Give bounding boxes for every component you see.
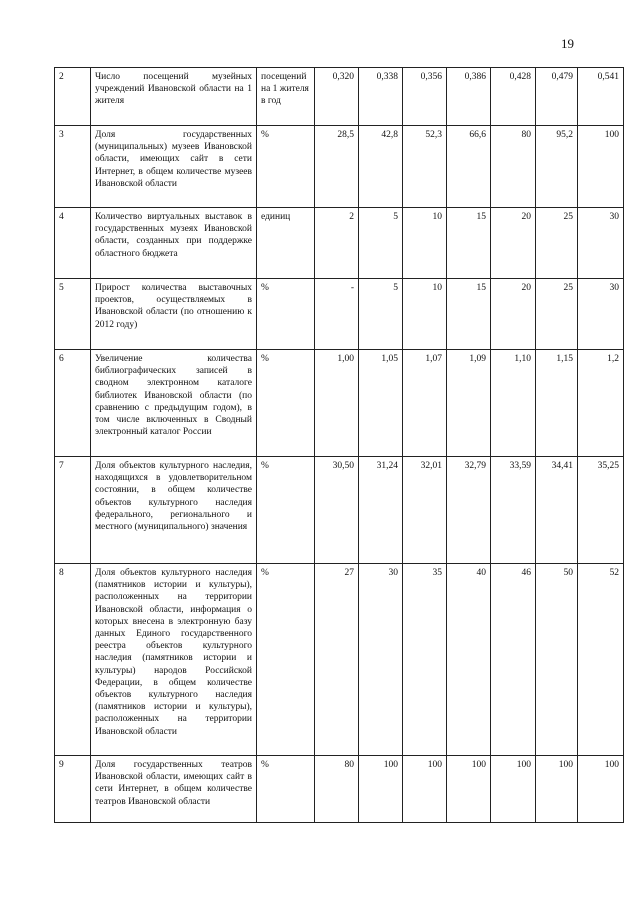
value-cell: 30: [578, 208, 624, 279]
value-cell: 42,8: [359, 126, 403, 208]
value-cell: 0,428: [491, 68, 536, 126]
row-number-cell: 4: [55, 208, 91, 279]
page-number: 19: [561, 36, 574, 51]
value-cell: 27: [315, 564, 359, 756]
value-cell: 20: [491, 208, 536, 279]
value-cell: 28,5: [315, 126, 359, 208]
value-cell: 100: [403, 756, 447, 823]
table-row: [55, 564, 624, 756]
value-cell: -: [315, 279, 359, 350]
row-number-cell: 9: [55, 756, 91, 823]
value-cell: 100: [536, 756, 578, 823]
value-cell: 52,3: [403, 126, 447, 208]
value-cell: 0,541: [578, 68, 624, 126]
indicator-name-cell: Доля государственных (муниципальных) музеев Ивановской области, имеющих сайт в сети Интернет, в общем количестве музеев Ивановской области: [91, 126, 257, 208]
value-cell: 30: [578, 279, 624, 350]
value-cell: 1,10: [491, 350, 536, 457]
value-cell: 80: [491, 126, 536, 208]
value-cell: 5: [359, 208, 403, 279]
indicator-name-cell: Прирост количества выставочных проектов, осуществляемых в Ивановской области (по отношению к 2012 году): [91, 279, 257, 350]
value-cell: 100: [578, 126, 624, 208]
value-cell: 1,2: [578, 350, 624, 457]
value-cell: 50: [536, 564, 578, 756]
value-cell: 30: [359, 564, 403, 756]
value-cell: 35,25: [578, 457, 624, 564]
value-cell: 15: [447, 208, 491, 279]
value-cell: 2: [315, 208, 359, 279]
value-cell: 10: [403, 279, 447, 350]
value-cell: 100: [447, 756, 491, 823]
value-cell: 33,59: [491, 457, 536, 564]
table-row: [55, 126, 624, 208]
value-cell: 0,320: [315, 68, 359, 126]
value-cell: 32,01: [403, 457, 447, 564]
value-cell: 46: [491, 564, 536, 756]
value-cell: 52: [578, 564, 624, 756]
unit-cell: %: [257, 756, 315, 823]
table-row: [55, 457, 624, 564]
value-cell: 80: [315, 756, 359, 823]
value-cell: 32,79: [447, 457, 491, 564]
row-number-cell: 5: [55, 279, 91, 350]
row-number-cell: 6: [55, 350, 91, 457]
table-row: [55, 350, 624, 457]
unit-cell: %: [257, 564, 315, 756]
indicator-name-cell: Увеличение количества библиографических записей в сводном электронном каталоге библиотек Ивановской области (по сравнению с предыдущим годом), в том числе включенных в Сводный электронный каталог России: [91, 350, 257, 457]
value-cell: 20: [491, 279, 536, 350]
value-cell: 30,50: [315, 457, 359, 564]
indicator-name-cell: Доля объектов культурного наследия (памятников истории и культуры), расположенных на территории Ивановской области, информация о которых внесена в электронную базу данных Единого государственного реестра объектов культурного наследия (памятников истории и культуры) народов Российской Федерации, в общем количестве объектов культурного наследия (памятников истории и культуры), расположенных на территории Ивановской области: [91, 564, 257, 756]
value-cell: 95,2: [536, 126, 578, 208]
value-cell: 100: [491, 756, 536, 823]
row-number-cell: 8: [55, 564, 91, 756]
indicator-name-cell: Количество виртуальных выставок в государственных музеях Ивановской области, созданных при поддержке областного бюджета: [91, 208, 257, 279]
value-cell: 0,356: [403, 68, 447, 126]
table-row: [55, 68, 624, 126]
indicator-name-cell: Число посещений музейных учреждений Ивановской области на 1 жителя: [91, 68, 257, 126]
value-cell: 10: [403, 208, 447, 279]
value-cell: 1,00: [315, 350, 359, 457]
value-cell: 1,07: [403, 350, 447, 457]
unit-cell: посещений на 1 жителя в год: [257, 68, 315, 126]
value-cell: 1,09: [447, 350, 491, 457]
value-cell: 1,15: [536, 350, 578, 457]
unit-cell: единиц: [257, 208, 315, 279]
value-cell: 0,479: [536, 68, 578, 126]
value-cell: 100: [359, 756, 403, 823]
value-cell: 35: [403, 564, 447, 756]
unit-cell: %: [257, 457, 315, 564]
table-row: [55, 279, 624, 350]
value-cell: 34,41: [536, 457, 578, 564]
indicators-table: [54, 67, 624, 823]
indicator-name-cell: Доля государственных театров Ивановской области, имеющих сайт в сети Интернет, в общем количестве театров Ивановской области: [91, 756, 257, 823]
value-cell: 0,338: [359, 68, 403, 126]
value-cell: 100: [578, 756, 624, 823]
value-cell: 15: [447, 279, 491, 350]
table-row: [55, 208, 624, 279]
row-number-cell: 2: [55, 68, 91, 126]
value-cell: 25: [536, 208, 578, 279]
row-number-cell: 7: [55, 457, 91, 564]
value-cell: 1,05: [359, 350, 403, 457]
value-cell: 0,386: [447, 68, 491, 126]
row-number-cell: 3: [55, 126, 91, 208]
table-row: [55, 756, 624, 823]
indicator-name-cell: Доля объектов культурного наследия, находящихся в удовлетворительном состоянии, в общем количестве объектов культурного наследия федерального, регионального и местного (муниципального) значения: [91, 457, 257, 564]
value-cell: 40: [447, 564, 491, 756]
value-cell: 66,6: [447, 126, 491, 208]
unit-cell: %: [257, 350, 315, 457]
value-cell: 5: [359, 279, 403, 350]
unit-cell: %: [257, 126, 315, 208]
unit-cell: %: [257, 279, 315, 350]
value-cell: 31,24: [359, 457, 403, 564]
value-cell: 25: [536, 279, 578, 350]
